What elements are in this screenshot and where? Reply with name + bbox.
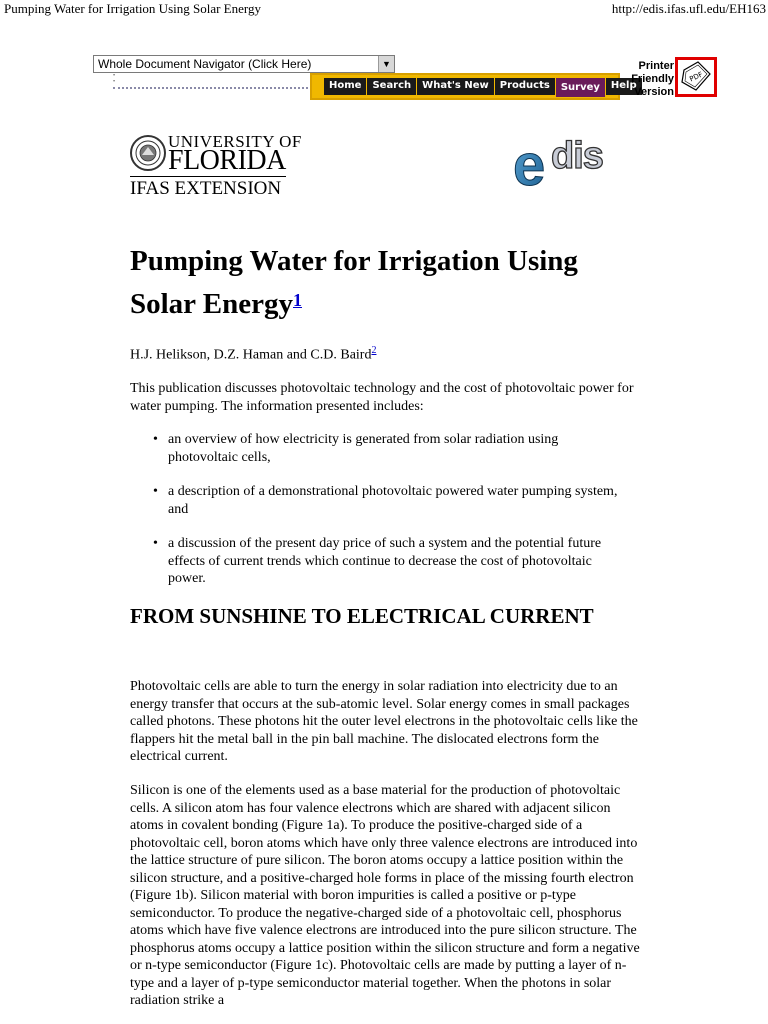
dotted-line <box>113 87 308 89</box>
menu-home-link[interactable]: Home <box>324 78 367 95</box>
small-marker-icon: • • <box>113 73 116 85</box>
edis-logo-e: e <box>513 135 546 190</box>
authors-footnote-link[interactable]: 2 <box>371 345 377 356</box>
header-page-title: Pumping Water for Irrigation Using Solar Energy <box>4 1 261 16</box>
printer-label-line3: Version <box>634 86 674 98</box>
menu-help-link[interactable]: Help <box>610 80 637 91</box>
list-item: • a discussion of the present day price of such a system and the potential future effects of current trends which continue to decrease the cost of photovoltaic power. <box>150 535 620 588</box>
menu-items <box>324 78 642 95</box>
printer-label-line1: Printer <box>638 60 674 72</box>
section-heading: FROM SUNSHINE TO ELECTRICAL CURRENT <box>130 604 594 628</box>
intro-bullet-list <box>150 431 620 605</box>
pdf-document-icon <box>678 60 714 94</box>
authors-text: H.J. Helikson, D.Z. Haman and C.D. Baird <box>130 347 372 363</box>
body-paragraph-1: Photovoltaic cells are able to turn the energy in solar radiation into electricity due to an energy transfer that occurs at the sub-atomic level. Solar energy comes in small packages called photons. These photons hit the outer level electrons in the photovoltaic cells like the flappers hit the metal ball in the pin ball machine. The dislocated electrons form the electrical current. <box>130 679 638 764</box>
browser-print-header <box>0 0 768 18</box>
article-authors <box>130 345 376 364</box>
intro-paragraph: This publication discusses photovoltaic technology and the cost of photovoltaic power for water pumping. The information presented includes: <box>130 381 634 414</box>
article-title <box>130 240 650 326</box>
menu-search-link[interactable]: Search <box>367 78 417 95</box>
printer-label-line2: Friendly <box>631 73 674 85</box>
site-menu-bar <box>310 73 637 100</box>
menu-products-link[interactable]: Products <box>495 78 556 95</box>
article-title-text: Pumping Water for Irrigation Using Solar Energy <box>130 245 578 320</box>
document-navigator-dropdown[interactable] <box>93 55 395 73</box>
pdf-badge-text: PDF <box>688 70 705 84</box>
uf-seal-icon <box>130 135 166 171</box>
edis-logo-rest: dis <box>551 135 603 177</box>
list-item: • an overview of how electricity is generated from solar radiation using photovoltaic cells, <box>150 431 620 466</box>
edis-logo[interactable] <box>513 135 648 190</box>
body-paragraph-2: Silicon is one of the elements used as a base material for the production of photovoltaic cells. A silicon atom has four valence electrons which are shared with adjacent silicon atoms in covalent bonding (Figure 1a). To produce the positive-charged side of a photovoltaic cell, boron atoms which have only three valence electrons are introduced into the lattice structure of pure silicon. The boron atoms occupy a lattice position within the silicon structure, and a positive-charged hole forms in place of the missing fourth electron (Figure 1b). Silicon material with boron impurities is called a positive or p-type semiconductor. To produce the negative-charged side of a photovoltaic cell, phosphorus atoms which have five valence electrons are introduced into the pure silicon structure. The phosphorus atoms occupy a lattice position within the silicon structure and form a negative or n-type semiconductor (Figure 1c). Photovoltaic cells are made by putting a layer of n-type and a layer of p-type semiconductor material together. When the photons in solar radiation strike a <box>130 783 640 1008</box>
pdf-icon[interactable] <box>675 57 717 97</box>
menu-survey-link[interactable]: Survey <box>556 78 606 97</box>
uf-logo-rule <box>130 176 286 177</box>
uf-logo-line3: IFAS EXTENSION <box>130 178 282 199</box>
university-of-florida-logo[interactable] <box>130 132 302 202</box>
printer-friendly-link[interactable] <box>622 60 674 99</box>
header-url: http://edis.ifas.ufl.edu/EH163 <box>611 1 766 16</box>
uf-logo-line1: UNIVERSITY OF <box>168 132 302 151</box>
navigator-dotted-divider <box>113 73 308 91</box>
chevron-down-icon[interactable]: ▼ <box>378 56 394 72</box>
uf-logo-line2: FLORIDA <box>168 145 286 176</box>
title-footnote-link[interactable]: 1 <box>293 290 302 310</box>
menu-whats-new-link[interactable]: What's New <box>417 78 495 95</box>
list-item: • a description of a demonstrational photovoltaic powered water pumping system, and <box>150 483 620 518</box>
navigator-selected-value: Whole Document Navigator (Click Here) <box>98 57 312 71</box>
